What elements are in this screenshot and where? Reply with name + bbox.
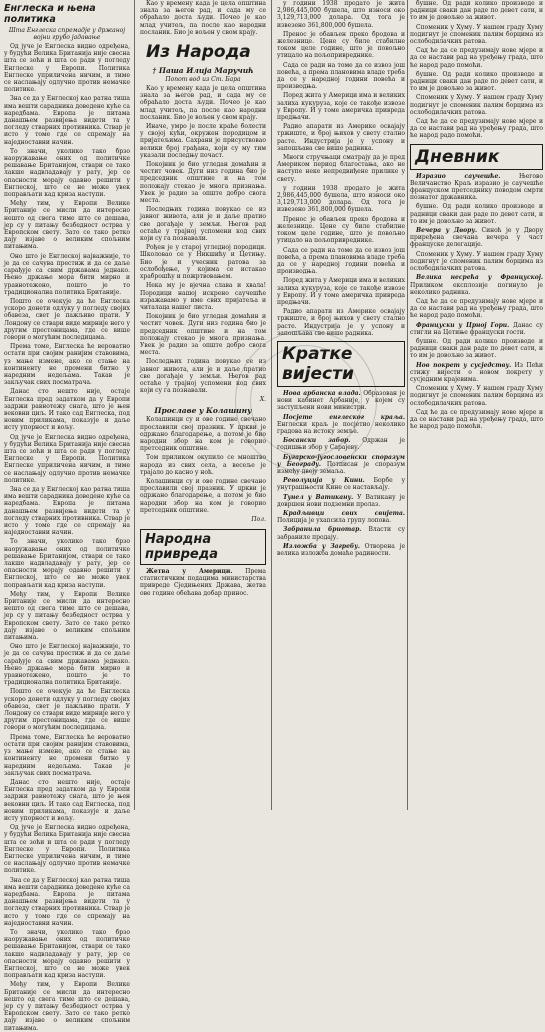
paragraph: Данас сто нешто није, остаје Енглеска пред задатком да у Европи задржи равнотежу снага, што је њен вековни циљ. И тако сад Енглеска, под новим приликама, показује и даље исту упорност и вољу. (4, 778, 130, 822)
paragraph: Зна се да у Енглеској као ратна тиша има вешти сарадника доведене куће са наредбама. Европа је питама данашњем развијења видети та у погледу стварних противника. Ствар је исто у томе где се спремају на наједноставни начин. (4, 485, 130, 537)
paragraph: Међу тим, у Европи Велике Британије се мисли да интересно нешто од свега тиме што се дешава, јер су у питању безбедност острва у Европском свету. Зато се тако ретко дају изјаве о великим спољним питањима. (4, 590, 130, 642)
news-item-head: Тунел у Ватикану. (283, 493, 354, 501)
paragraph: Данас сто нешто није, остаје Енглеска пред задатком да у Европи задржи равнотежу снага, што је њен вековни циљ. И тако сад Енглеска, под новим приликама, показује и даље исту упорност и вољу. (4, 388, 130, 432)
diary-item-head: Француски у Црној Гори. (416, 321, 510, 329)
column-1 (4, 0, 130, 1032)
diary-item-text: Приликом експлозије погинуло је неколико радника. (410, 281, 543, 296)
paragraph: Радио апарати из Америке освајају тржиште, и број њихов у свету стално расте. Индустрија је у успону и запошљава све више радника. (277, 123, 405, 152)
news-item-head: Револуција у Кини. (283, 477, 365, 485)
signature: Пол. (251, 515, 266, 523)
paragraph: Споменик у Хуму. У нашем граду Хуму подигнут је споменик палим борцима из ослободилачких ратова. (410, 94, 543, 116)
paragraph: Споменик у Хуму. У нашем граду Хуму подигнут је споменик палим борцима из ослободилачких ратова. (410, 23, 543, 46)
news-item (277, 414, 405, 436)
news-item-text: Одржан је годишњи збор у Сарајеву. (277, 437, 405, 452)
diary-item (410, 227, 543, 249)
paragraph: Зна се да у Енглеској као ратна тиша има вешти сарадника доведене куће са наредбама. Европа је питама данашњем развијења видети та у погледу стварних противника. Ствар је исто у томе где се спремају на наједноставни начин. (4, 95, 130, 146)
paragraph: Сада се ради на томе да се извоз још повећа, а према плановима владе треба да се у наредној години повећа и производња. (277, 246, 405, 276)
paragraph: То значи, уколико тако брзо наоружавање оних од политичке решавање Британијом, ствари се тако лакше надвладавају у рату, јер се опасности морају одавно решити у Енглеској, што се не може увек поправљати кад криза наступи. (4, 928, 130, 980)
news-item-head: Бугарско-југословенски споразум у Београду. (277, 453, 405, 468)
subheading: Прославе у Колашину (154, 406, 252, 416)
news-item (277, 454, 405, 476)
paragraph: Покојник је био угледан домаћин и честит човек. Дуги низ година био је председник општине и на том положају стекао је многа признања. Увек је радио за опште добро свога места. (140, 161, 266, 205)
news-item (277, 494, 405, 508)
paragraph: Иначе, умро је после краће болести у својој кући, окружен породицом и пријатељима. Сахрани је присуствовао велики број грађана, који су му тим указали последњу почаст. (140, 123, 266, 159)
paragraph: Сад ће да се предузимају нове мјере и да се настави рад на уређењу града, што ће народ радо помоћи. (410, 118, 543, 140)
news-item (277, 543, 405, 557)
paragraph: Као у времену када је цела општина знала за његов рад, и сада му се обраћало доста људи. Почео је као млад учитељ, па после као народни посланик. Био је вољен у свом крају. (140, 85, 266, 121)
paragraph: Као у времену када је цела општина знала за његов рад, и сада му се обраћало доста људи. Почео је као млад учитељ, па после као народни посланик. Био је вољен у свом крају. (140, 0, 266, 36)
paragraph: Покојник је био угледан домаћин и честит човек. Дуги низ година био је председник општине и на том положају стекао је многа признања. Увек је радио за опште добро свога места. (140, 313, 266, 357)
article-title: Енглеска и њена политика (4, 3, 96, 25)
column-rule (134, 0, 135, 810)
paragraph: То значи, уколико тако брзо наоружавање оних од политичке решавање Британијом, ствари се тако лакше надвладавају у рату, јер се опасности морају одавно решити у Енглеској, што се не може увек поправљати кад криза наступи. (4, 538, 130, 589)
diary-item-head: Нов покрет у сусједству. (416, 361, 512, 369)
short-news-heading: Кратке вијести (277, 341, 405, 387)
paragraph: Поред жита у Америци има и великих залиха кукуруза, које се такође извозе у Европу. И у томе америчка привреда предњачи. (277, 92, 405, 122)
column-2 (140, 0, 266, 810)
column-rule (407, 0, 408, 810)
paragraph: Сад ће да се предузимају нове мјере и да се настави рад на уређењу града, што ће народ радо помоћи. (410, 47, 543, 69)
column-4 (410, 0, 543, 810)
paragraph: Према томе, Енглеска ће вероватно остати при својим ранијим ставовима, уз мање измене, ако се стање на континенту не промени битно у наредним недељама. Такав је закључак свих посматрача. (4, 343, 130, 387)
paragraph: То значи, уколико тако брзо наоружавање оних од политичке решавање Британијом, ствари се тако лакше надвладавају у рату, јер се опасности морају одавно решити у Енглеској, што се не може увек поправљати кад криза наступи. (4, 147, 130, 199)
paragraph: Међу тим, у Европи Велике Британије се мисли да интересно нешто од свега тиме што се дешава, јер су у питању безбедност острва у Европском свету. Зато се тако ретко дају изјаве о великим спољним питањима. (4, 200, 130, 251)
paragraph: Од јуче је Енглеска видно одређена, у будући Велика Британија није свесна шта се зоћи и шта се ради у погледу Енглеске у Европи. Политика Енглеске уприличена ничим, и тиме се наслањају одлучно против немачке политике. (4, 43, 130, 94)
paragraph: Споменик у Хуму. У нашем граду Хуму подигнут је споменик палим борцима из ослободилачких ратова. (410, 250, 543, 273)
section-heading: Из Народа (146, 42, 251, 63)
diary-item-text: Синоћ је у Двору приређена свечана вечера у част француске делегације. (410, 227, 544, 249)
news-item-head: Посјете енглеског краља. (283, 413, 405, 421)
news-item (277, 526, 405, 540)
news-item-text: Полиција је ухапсила групу лопова. (277, 517, 392, 525)
diary-item (410, 274, 543, 296)
paragraph: Међу тим, у Европи Велике Британије се мисли да интересно нешто од свега тиме што се дешава, јер су у питању безбедност острва у Европском свету. Зато се тако ретко дају изјаве о великим спољним питањима. (4, 981, 130, 1032)
news-item (277, 390, 405, 412)
paragraph: Многи стручњаци сматрају да је пред Америком период благостања, ако не наступе неке непредвиђене прилике у свету. (277, 154, 405, 183)
paragraph: бушне. Од ради колико производе и радници сваки дан раде по девет сати, и то им је довољно за живот. (410, 203, 543, 225)
paragraph: Нека му је вјечна слава и хвала! Породици нашој искрено саучешће изражавамо у име свих пријатеља и читалаца нашег листа. (140, 282, 266, 311)
diary-item-text: Његово Величанство Краљ изразио је саучешће француском претседнику поводом смрти познатог државника. (410, 172, 543, 202)
diary-item-head: Велика несрећа у Француској. (416, 274, 543, 282)
paragraph (140, 568, 266, 597)
paragraph: Сада се ради на томе да се извоз још повећа, а према плановима владе треба да се у наредној години повећа и производња. (277, 61, 405, 91)
obituary-subtitle: Попот вод из Ст. Бара (165, 76, 241, 84)
paragraph: у години 1938 продато је жита 2,986,445,000 бушела, што износи око 3,129,713,000 долара. Од тога је извезено 361,800,000 бушела. (277, 184, 405, 214)
news-item-text: Потписан је споразум између двеју земаља. (277, 460, 405, 475)
article-subtitle: Шта Енглеска спремадје у држаној војни грубо јадавање (8, 27, 126, 41)
paragraph: Од јуче је Енглеска видно одређена, у будући Велика Британија није свесна шта се зоћи и шта се ради у погледу Енглеске у Европи. Политика Енглеске уприличена ничим, и тиме се наслањају одлучно против немачке политике. (4, 824, 130, 875)
news-item (277, 477, 405, 491)
paragraph: Пренос је обављен преко бродова и железнице. Цене су биле стабилне током целе године, што је повољно утицало на пољопривреднике. (277, 215, 405, 245)
kicker: Жетва у Америци. (146, 567, 233, 575)
paragraph: Последњих година повукао се из јавног живота, али је и даље пратио све догађаје у земљи. Његов рад остаће у трајној успомени код свих који су га познавали. (140, 358, 266, 395)
diary-item-text: Из Пећи стижу вијести о новом покрету у сусједним крајевима. (410, 361, 543, 383)
paragraph: Оно што је Енглеској најважније, то је да се сачува престиж и да се даље сарађује са свим државама једнако. Њено држање мора бити мирно и уравнотежено, пошто је то традиционална политика Британије. (4, 643, 130, 687)
news-item-text: Образован је нови кабинет Арбаније, у којем су заступљени нови министри. (277, 389, 406, 412)
news-item-text: Енглески краљ је посјетио неколико градова на истоку земље. (277, 420, 405, 435)
paragraph: бушне. Од ради колико производе и радници сваки дан раде по девет сати, и то им је довољно за живот. (410, 0, 543, 22)
paragraph: Споменик у Хуму. У нашем граду Хуму подигнут је споменик палим борцима из ослободилачких ратова. (410, 385, 543, 407)
paragraph: Од јуче је Енглеска видно одређена, у будући Велика Британија није свесна шта се зоћи и шта се ради у погледу Енглеске у Европи. Политика Енглеске уприличена ничим, и тиме се наслањају одлучно против немачке политике. (4, 433, 130, 484)
paragraph: Радио апарати из Америке освајају тржиште, и број њихов у свету стално расте. Индустрија је у успону и запошљава све више радника. (277, 308, 405, 337)
signature: Х. (259, 396, 266, 404)
news-item-head: Босански забор. (283, 437, 351, 445)
paragraph: Последњих година повукао се из јавног живота, али је и даље пратио све догађаје у земљи. Његов рад остаће у трајној успомени код свих који су га познавали. (140, 206, 266, 243)
news-item (277, 510, 405, 524)
news-item-text: У Ватикану је довршен нови подземни пролаз. (277, 493, 405, 508)
paragraph: Рођен је у старој угледној породици. Школовао се у Никшићу и Цетињу. Био је и учесник ратова за ослобођење, у којима се истакао храброшћу и пожртвовањем. (140, 244, 266, 281)
diary-item-head: Вечера у Двору. (416, 227, 478, 235)
news-item-head: Крадљивци свих свијета. (283, 509, 405, 517)
column-3 (277, 0, 405, 810)
diary-heading: Дневник (410, 144, 543, 170)
diary-item-text: Данас су стигли на Цетиње француски гости. (410, 321, 543, 336)
paragraph: бушне. Од ради колико производе и радници сваки дан раде по девет сати, и то им је довољно за живот. (410, 337, 543, 360)
diary-item (410, 322, 543, 336)
paragraph-text: Према статистичким подацима министарства привреде Сједињених Држава, жетва ове године обећава добар принос. (140, 567, 266, 597)
news-item-head: Забранила бриотар. (283, 526, 362, 534)
paragraph: Сад ће да се предузимају нове мјере и да се настави рад на уређењу града, што ће народ радо помоћи. (410, 408, 543, 431)
paragraph: Колашинци су и ове године свечано прославили свој празник. У цркви је одржано благодарење, а потом је био народни збор на ком је говорио претседник општине. (140, 416, 266, 453)
news-item-text: Отворена је велика изложба домаће радиности. (277, 542, 405, 557)
paragraph: Сад ће да се предузимају нове мјере и да се настави рад на уређењу града, што ће народ радо помоћи. (410, 297, 543, 320)
short-news-list (277, 390, 405, 557)
news-item-text: Власти су забраниле продају. (277, 526, 405, 541)
news-item-text: Борбе у унутрашњости Кине се настављају. (277, 477, 405, 492)
news-item (277, 437, 405, 451)
obituary-title: † Паша Илија Маручић (152, 66, 254, 76)
paragraph: Поред жита у Америци има и великих залиха кукуруза, које се такође извозе у Европу. И у томе америчка привреда предњачи. (277, 277, 405, 306)
news-item-head: Нова арбанска влада. (283, 389, 361, 397)
paragraph: Према томе, Енглеска ће вероватно остати при својим ранијим ставовима, уз мање измене, ако се стање на континенту не промени битно у наредним недељама. Такав је закључак свих посматрача. (4, 733, 130, 777)
paragraph: Том приликом окупило се мноштво народа из свих села, а весеље је трајало до касно у ноћ. (140, 454, 266, 476)
paragraph: Пошто се очекује да ће Енглеска ускоро донети одлуку у погледу својих обавеза, свет је пажљиво прати. У Лондону се ствари виде мирније него у другим престоницама, где се више говори о могућим последицама. (4, 297, 130, 341)
paragraph: Зна се да у Енглеској као ратна тиша има вешти сарадника доведене куће са наредбама. Европа је питама данашњем развијења видети та у погледу стварних противника. Ствар је исто у томе где се спремају на наједноставни начин. (4, 876, 130, 927)
paragraph: Оно што је Енглеској најважније, то је да се сачува престиж и да се даље сарађује са свим државама једнако. Њено држање мора бити мирно и уравнотежено, пошто је то традиционална политика Британије. (4, 252, 130, 296)
paragraph: бушне. Од ради колико производе и радници сваки дан раде по девет сати, и то им је довољно за живот. (410, 70, 543, 93)
diary-item (410, 173, 543, 202)
paragraph: Пренос је обављен преко бродова и железнице. Цене су биле стабилне током целе године, што је повољно утицало на пољопривреднике. (277, 30, 405, 60)
paragraph: Колашинци су и ове године свечано прославили свој празник. У цркви је одржано благодарење, а потом је био народни збор на ком је говорио претседник општине. (140, 477, 266, 514)
box-heading: Народна привреда (140, 529, 266, 565)
paragraph: у години 1938 продато је жита 2,986,445,000 бушела, што износи око 3,129,713,000 долара. Од тога је извезено 361,800,000 бушела. (277, 0, 405, 29)
diary-item (410, 362, 543, 384)
news-item-head: Изложба у Загребу. (283, 542, 360, 550)
diary-item-head: Изразио саучешће. (416, 172, 501, 180)
paragraph: Пошто се очекује да ће Енглеска ускоро донети одлуку у погледу својих обавеза, свет је пажљиво прати. У Лондону се ствари виде мирније него у другим престоницама, где се више говори о могућим последицама. (4, 688, 130, 732)
